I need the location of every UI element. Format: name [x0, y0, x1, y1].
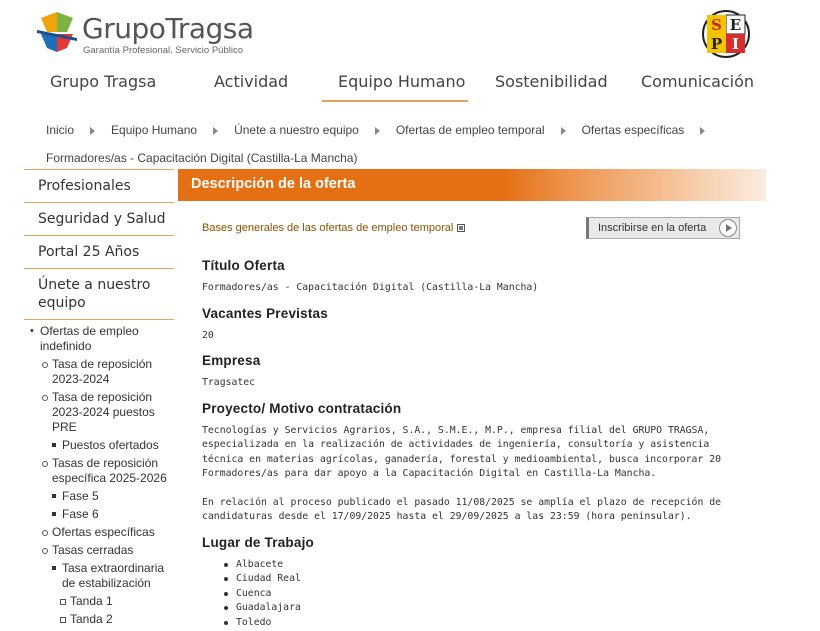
nav-active-indicator	[322, 100, 468, 102]
bases-generales-link[interactable]: Bases generales de las ofertas de empleo temporal	[202, 222, 465, 234]
list-item: Toledo	[222, 616, 742, 631]
logo-tagline: Garantía Profesional. Servicio Público	[83, 45, 243, 56]
breadcrumb-arrow-icon	[561, 127, 566, 135]
nav-equipo-humano[interactable]: Equipo Humano	[338, 72, 466, 91]
breadcrumb-ofertas-temporal[interactable]: Ofertas de empleo temporal	[395, 123, 545, 137]
breadcrumb	[46, 116, 786, 172]
submenu-puestos-ofertados[interactable]: Puestos ofertados	[24, 438, 174, 453]
sepi-letter-i: I	[731, 35, 740, 53]
submenu-tasa-2023-2024-pre[interactable]: Tasa de reposición 2023-2024 puestos PRE	[24, 390, 174, 435]
submenu-ofertas-especificas[interactable]: Ofertas específicas	[24, 525, 174, 540]
lugar-trabajo-list	[222, 558, 742, 631]
nav-grupo-tragsa[interactable]: Grupo Tragsa	[50, 72, 157, 91]
submenu-tasas-cerradas[interactable]: Tasas cerradas	[24, 543, 174, 558]
offer-banner	[178, 169, 766, 201]
sepi-letter-s: S	[711, 16, 722, 34]
proyecto-label: Proyecto/ Motivo contratación	[202, 400, 402, 416]
breadcrumb-current: Formadores/as - Capacitación Digital (Castilla-La Mancha)	[46, 151, 358, 165]
breadcrumb-arrow-icon	[90, 127, 95, 135]
submenu-tasa-extraordinaria[interactable]: Tasa extraordinaria de estabilización	[24, 561, 174, 591]
breadcrumb-ofertas-especificas[interactable]: Ofertas específicas	[581, 123, 685, 137]
nav-comunicacion[interactable]: Comunicación	[641, 72, 755, 91]
proyecto-paragraph-2: En relación al proceso publicado el pasado 11/08/2025 se amplía el plazo de recepción de candidaturas desde el 17/09/2025 hasta el 29/09/2025 a las 23:59 (hora peninsular).	[202, 496, 722, 522]
nav-sostenibilidad[interactable]: Sostenibilidad	[495, 72, 608, 91]
proyecto-paragraph-1: Tecnologías y Servicios Agrarios, S.A., S.M.E., M.P., empresa filial del GRUPO TRAGSA, especializada en la realización de actividades de ingeniería, consultoría y asistencia técnica en materias agrícolas, ganadería, forestal y medioambiental, busca incorporar 20 Formadores/as para dar apoyo a la Capacitación Digital en Castilla-La Mancha.	[202, 424, 722, 479]
sidebar-item-portal-25[interactable]: Portal 25 Años	[24, 236, 174, 269]
grupo-tragsa-logo[interactable]	[37, 8, 254, 58]
arrow-right-circle-icon	[719, 219, 737, 237]
lugar-trabajo-label: Lugar de Trabajo	[202, 534, 314, 550]
banner-title: Descripción de la oferta	[191, 176, 356, 192]
sidebar-submenu	[24, 324, 174, 627]
nav-actividad[interactable]: Actividad	[214, 72, 289, 91]
list-item: Guadalajara	[222, 601, 742, 616]
submenu-ofertas-indefinido[interactable]: • Ofertas de empleo indefinido	[24, 324, 174, 354]
titulo-oferta-value: Formadores/as - Capacitación Digital (Castilla-La Mancha)	[202, 282, 539, 293]
submenu-tanda-2[interactable]: Tanda 2	[24, 612, 174, 627]
breadcrumb-unete[interactable]: Únete a nuestro equipo	[234, 123, 359, 137]
offer-details	[202, 258, 742, 631]
external-link-icon	[457, 224, 465, 232]
tragsa-logo-icon	[37, 8, 77, 56]
list-item: Cuenca	[222, 587, 742, 602]
empresa-value: Tragsatec	[202, 377, 256, 388]
submenu-fase-5[interactable]: Fase 5	[24, 489, 174, 504]
submenu-tasa-2023-2024[interactable]: Tasa de reposición 2023-2024	[24, 357, 174, 387]
breadcrumb-inicio[interactable]: Inicio	[46, 123, 75, 137]
submenu-fase-6[interactable]: Fase 6	[24, 507, 174, 522]
breadcrumb-equipo-humano[interactable]: Equipo Humano	[111, 123, 198, 137]
sepi-letter-e: E	[729, 16, 742, 34]
list-item: Ciudad Real	[222, 572, 742, 587]
sidebar	[24, 169, 174, 630]
vacantes-value: 20	[202, 329, 214, 341]
breadcrumb-arrow-icon	[213, 127, 218, 135]
sepi-logo-icon[interactable]	[701, 9, 751, 59]
vacantes-label: Vacantes Previstas	[202, 305, 328, 321]
titulo-oferta-label: Título Oferta	[202, 258, 285, 273]
breadcrumb-arrow-icon	[700, 127, 705, 135]
submenu-tasas-especifica-2025-2026[interactable]: Tasas de reposición específica 2025-2026	[24, 456, 174, 486]
logo-wordmark: GrupoTragsa	[82, 12, 254, 45]
sidebar-item-profesionales[interactable]: Profesionales	[24, 169, 174, 203]
sepi-letter-p: P	[710, 35, 723, 53]
inscribirse-button[interactable]: Inscribirse en la oferta	[586, 217, 740, 239]
submenu-tanda-1[interactable]: Tanda 1	[24, 594, 174, 609]
sidebar-item-seguridad-salud[interactable]: Seguridad y Salud	[24, 203, 174, 236]
empresa-label: Empresa	[202, 353, 261, 368]
sidebar-item-unete[interactable]: Únete a nuestro equipo	[24, 269, 174, 320]
breadcrumb-arrow-icon	[375, 127, 380, 135]
main-navigation	[0, 70, 820, 104]
list-item: Albacete	[222, 558, 742, 573]
